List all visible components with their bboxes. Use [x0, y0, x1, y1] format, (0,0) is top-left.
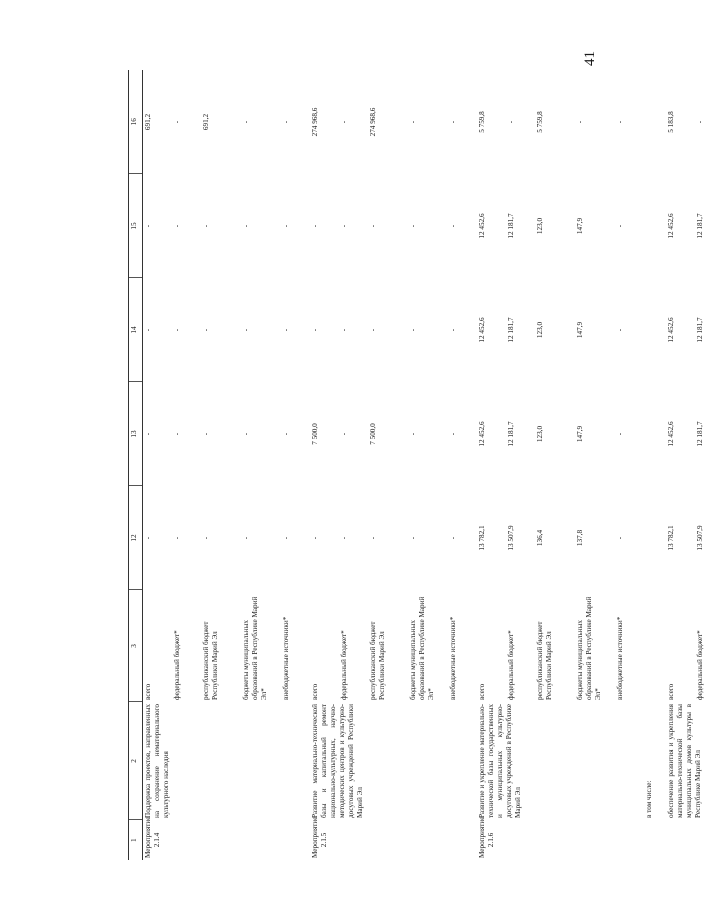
subitem-label: в том числе:: [645, 780, 653, 818]
value-cell: 274 968,6: [311, 107, 319, 137]
value-cell: 12 181,7: [507, 213, 515, 239]
table-body: [143, 70, 724, 860]
funding-source: внебюджетные источники*: [616, 616, 624, 700]
value-cell: -: [282, 536, 290, 540]
value-cell: -: [242, 120, 250, 124]
empty-cell: [644, 382, 666, 486]
budget-table: [128, 70, 724, 860]
header-col-1: 1: [129, 820, 143, 860]
value-cell: 12 181,7: [696, 317, 704, 343]
value-cell: -: [282, 120, 290, 124]
value-cell: -: [311, 536, 319, 540]
value-cell: -: [173, 120, 181, 124]
value-cell: -: [311, 224, 319, 228]
value-cell: 5 183,8: [667, 111, 675, 133]
value-cell: -: [340, 432, 348, 436]
value-cell: -: [616, 536, 624, 540]
value-cell: -: [340, 224, 348, 228]
funding-source: всего: [311, 683, 319, 700]
funding-source: внебюджетные источники*: [449, 616, 457, 700]
header-col-16: 16: [129, 70, 143, 174]
funding-source: всего: [478, 683, 486, 700]
subitem-name: обеспечение развития и укрепления материально-технической базы муниципальных домов культуры в Республике Марий Эл: [667, 704, 702, 818]
empty-cell: [644, 486, 666, 590]
value-cell: -: [409, 120, 417, 124]
value-cell: -: [576, 120, 584, 124]
rotated-table-container: [128, 70, 704, 860]
value-cell: -: [369, 536, 377, 540]
funding-source: бюджеты муниципальных образований в Республике Марий Эл*: [576, 596, 602, 700]
value-cell: 147,9: [576, 217, 584, 235]
empty-cell: [644, 70, 666, 174]
value-cell: -: [311, 328, 319, 332]
value-cell: -: [144, 536, 152, 540]
value-cell: -: [282, 432, 290, 436]
funding-source: федеральный бюджет*: [507, 630, 515, 700]
value-cell: -: [242, 224, 250, 228]
value-cell: -: [144, 432, 152, 436]
value-cell: 12 452,6: [478, 213, 486, 239]
header-col-2: 2: [129, 702, 143, 820]
value-cell: -: [616, 224, 624, 228]
empty-cell: [644, 590, 666, 702]
funding-source: республиканский бюджет Республики Марий Эл: [536, 621, 553, 700]
header-col-15: 15: [129, 174, 143, 278]
value-cell: 12 452,6: [667, 317, 675, 343]
value-cell: 7 500,0: [369, 423, 377, 445]
value-cell: 12 452,6: [478, 317, 486, 343]
value-cell: -: [369, 328, 377, 332]
value-cell: 274 968,6: [369, 107, 377, 137]
table-row: [644, 70, 666, 860]
value-cell: -: [409, 224, 417, 228]
value-cell: -: [409, 432, 417, 436]
value-cell: -: [449, 328, 457, 332]
header-col-12: 12: [129, 486, 143, 590]
value-cell: 12 452,6: [478, 421, 486, 447]
empty-cell: [666, 820, 724, 860]
value-cell: -: [202, 224, 210, 228]
funding-source: внебюджетные источники*: [282, 616, 290, 700]
value-cell: 147,9: [576, 321, 584, 339]
value-cell: -: [340, 120, 348, 124]
value-cell: -: [340, 536, 348, 540]
value-cell: -: [173, 536, 181, 540]
value-cell: 13 507,9: [696, 525, 704, 551]
value-cell: 123,0: [536, 217, 544, 235]
value-cell: 12 181,7: [696, 421, 704, 447]
value-cell: 136,4: [536, 529, 544, 547]
value-cell: -: [242, 536, 250, 540]
value-cell: -: [282, 224, 290, 228]
value-cell: -: [449, 224, 457, 228]
funding-source: всего: [667, 683, 675, 700]
value-cell: 12 181,7: [696, 213, 704, 239]
value-cell: -: [616, 432, 624, 436]
measure-name: Поддержка проектов, направленных на сохранение нематериального культурного наследия: [144, 704, 170, 818]
value-cell: 691,2: [144, 113, 152, 131]
header-col-13: 13: [129, 382, 143, 486]
value-cell: 13 782,1: [667, 525, 675, 551]
value-cell: -: [696, 120, 704, 124]
value-cell: -: [282, 328, 290, 332]
funding-source: всего: [144, 683, 152, 700]
value-cell: 147,9: [576, 425, 584, 443]
funding-source: федеральный бюджет*: [340, 630, 348, 700]
value-cell: 5 759,8: [536, 111, 544, 133]
value-cell: 5 759,8: [478, 111, 486, 133]
value-cell: -: [449, 120, 457, 124]
empty-cell: [644, 174, 666, 278]
value-cell: -: [340, 328, 348, 332]
value-cell: -: [202, 536, 210, 540]
measure-code: Мероприятие 2.1.5: [311, 816, 328, 858]
table-row: [666, 70, 695, 860]
funding-source: бюджеты муниципальных образований в Республике Марий Эл*: [242, 596, 268, 700]
value-cell: -: [616, 120, 624, 124]
value-cell: 137,8: [576, 529, 584, 547]
value-cell: 12 452,6: [667, 213, 675, 239]
value-cell: -: [449, 536, 457, 540]
value-cell: -: [616, 328, 624, 332]
value-cell: 12 181,7: [507, 317, 515, 343]
value-cell: -: [144, 224, 152, 228]
funding-source: республиканский бюджет Республики Марий Эл: [202, 621, 219, 700]
value-cell: -: [202, 432, 210, 436]
value-cell: -: [242, 328, 250, 332]
header-col-3: 3: [129, 590, 143, 702]
value-cell: -: [409, 536, 417, 540]
measure-code: Мероприятие 2.1.4: [144, 816, 161, 858]
value-cell: -: [242, 432, 250, 436]
header-col-14: 14: [129, 278, 143, 382]
table-row: [143, 70, 173, 860]
value-cell: -: [173, 328, 181, 332]
value-cell: 7 500,0: [311, 423, 319, 445]
empty-cell: [644, 278, 666, 382]
value-cell: -: [409, 328, 417, 332]
value-cell: 12 181,7: [507, 421, 515, 447]
empty-cell: [644, 820, 666, 860]
funding-source: республиканский бюджет Республики Марий Эл: [369, 621, 386, 700]
value-cell: 691,2: [202, 113, 210, 131]
value-cell: -: [173, 432, 181, 436]
value-cell: 123,0: [536, 425, 544, 443]
value-cell: 13 507,9: [507, 525, 515, 551]
measure-code: Мероприятие 2.1.6: [478, 816, 495, 858]
value-cell: -: [144, 328, 152, 332]
value-cell: 123,0: [536, 321, 544, 339]
value-cell: -: [173, 224, 181, 228]
value-cell: -: [202, 328, 210, 332]
value-cell: -: [369, 224, 377, 228]
value-cell: 12 452,6: [667, 421, 675, 447]
value-cell: -: [449, 432, 457, 436]
page-number: 41: [582, 51, 598, 66]
table-row: [477, 70, 506, 860]
value-cell: 13 782,1: [478, 525, 486, 551]
table-row: [310, 70, 339, 860]
measure-name: Развитие и укрепление материально-технической базы государственных и муниципальных культурно-досуговых учреждений в Республике Марий Эл: [478, 704, 522, 818]
funding-source: федеральный бюджет*: [173, 630, 181, 700]
table-header: [129, 70, 143, 860]
funding-source: федеральный бюджет*: [696, 630, 704, 700]
value-cell: -: [507, 120, 515, 124]
funding-source: бюджеты муниципальных образований в Республике Марий Эл*: [409, 596, 435, 700]
measure-name: Развитие материально-технической базы и капитальный ремонт национально-культурных, научно-методических центров и культурно-досуговых учреждений Республики Марий Эл: [311, 704, 364, 818]
